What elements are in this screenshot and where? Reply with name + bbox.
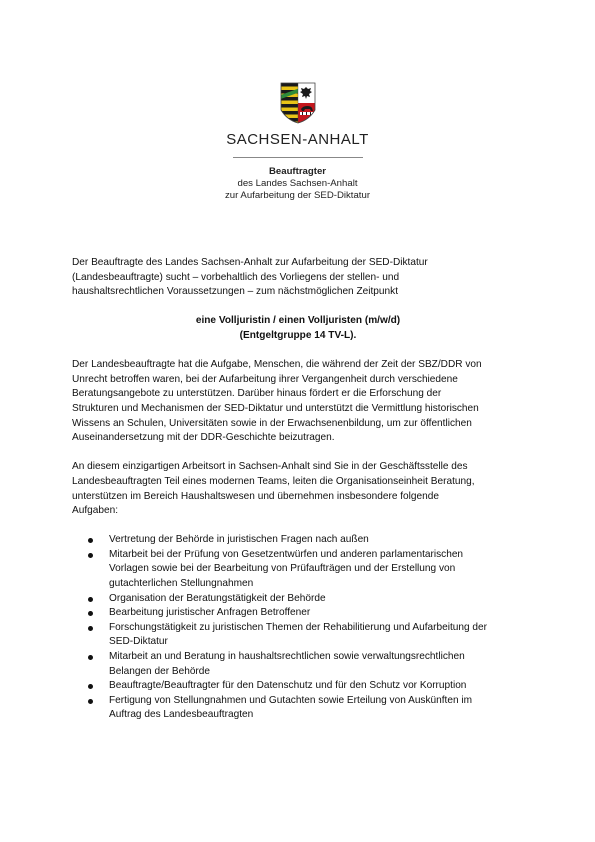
- document-body: [72, 256, 524, 723]
- list-item: [72, 694, 524, 723]
- text-line: haushaltsrechtlichen Voraussetzungen – zum nächstmöglichen Zeitpunkt: [72, 286, 398, 298]
- text-line: Unrecht betroffen waren, bei der Aufarbeitung ihrer Vergangenheit durch verschiedene: [72, 373, 458, 385]
- state-name: SACHSEN-ANHALT: [226, 131, 369, 148]
- text-line: Vorlagen sowie bei der Bearbeitung von Prüfaufträgen und der Erstellung von: [109, 563, 456, 575]
- text-line: Beratungsangebote zu unterstützen. Darüber hinaus fördert er die Erforschung der: [72, 388, 442, 400]
- office-title-line: zur Aufarbeitung der SED-Diktatur: [224, 190, 371, 201]
- bullet-icon: [88, 597, 93, 602]
- text-line: An diesem einzigartigen Arbeitsort in Sachsen-Anhalt sind Sie in der Geschäftsstelle des: [72, 461, 468, 473]
- text-line: Strukturen und Mechanismen der SED-Diktatur und unterstützt die Vermittlung historischen: [72, 402, 479, 414]
- text-line: Forschungstätigkeit zu juristischen Themen der Rehabilitierung und Aufarbeitung der: [109, 621, 487, 633]
- office-title-line: Beauftragter: [268, 166, 327, 177]
- list-item: [72, 592, 524, 607]
- text-line: Belangen der Behörde: [109, 665, 211, 677]
- list-item: [72, 548, 524, 592]
- text-line: Der Landesbeauftragte hat die Aufgabe, Menschen, die während der Zeit der SBZ/DDR von: [72, 359, 482, 371]
- text-line: Auseinandersetzung mit der DDR-Geschichte beizutragen.: [72, 432, 335, 444]
- text-line: Aufgaben:: [72, 505, 119, 517]
- text-line: Beauftragte/Beauftragter für den Datenschutz und für den Schutz vor Korruption: [109, 680, 467, 692]
- workplace-paragraph: [72, 460, 524, 518]
- position-line: (Entgeltgruppe 14 TV-L).: [239, 329, 357, 341]
- text-line: Mitarbeit bei der Prüfung von Gesetzentwürfen und anderen parlamentarischen: [109, 548, 464, 560]
- text-line: Organisation der Beratungstätigkeit der Behörde: [109, 592, 326, 604]
- text-line: Auftrag des Landesbeauftragten: [109, 709, 254, 721]
- position-line: eine Volljuristin / einen Volljuristen (m/w/d): [195, 315, 401, 327]
- list-item: [72, 650, 524, 679]
- office-title: [0, 166, 595, 202]
- text-line: Bearbeitung juristischer Anfragen Betroffener: [109, 607, 311, 619]
- text-line: SED-Diktatur: [109, 636, 168, 648]
- text-line: Der Beauftragte des Landes Sachsen-Anhalt zur Aufarbeitung der SED-Diktatur: [72, 257, 428, 268]
- text-line: Fertigung von Stellungnahmen und Gutachten sowie Erteilung von Auskünften im: [109, 694, 473, 706]
- bullet-icon: [88, 611, 93, 616]
- bullet-icon: [88, 655, 93, 660]
- office-title-line: des Landes Sachsen-Anhalt: [237, 178, 358, 189]
- list-item: [72, 533, 524, 548]
- list-item: [72, 679, 524, 694]
- bullet-icon: [88, 553, 93, 558]
- task-list: [72, 533, 524, 723]
- list-item: [72, 621, 524, 650]
- bullet-icon: [88, 684, 93, 689]
- bullet-icon: [88, 699, 93, 704]
- text-line: Vertretung der Behörde in juristischen Fragen nach außen: [109, 534, 369, 546]
- position-title: [72, 314, 524, 343]
- divider: [233, 157, 363, 158]
- text-line: Wissens an Schulen, Universitäten sowie in der Erwachsenenbildung, um zur öffentlichen: [72, 417, 472, 429]
- bullet-icon: [88, 626, 93, 631]
- bullet-icon: [88, 538, 93, 543]
- text-line: unterstützen im Bereich Haushaltswesen und übernehmen insbesondere folgende: [72, 490, 439, 502]
- text-line: Mitarbeit an und Beratung in haushaltsrechtlichen sowie verwaltungsrechtlichen: [109, 651, 465, 663]
- text-line: (Landesbeauftragte) sucht – vorbehaltlich des Vorliegens der stellen- und: [72, 271, 400, 283]
- intro-paragraph: [72, 256, 524, 300]
- coat-of-arms-icon: [280, 82, 316, 124]
- mission-paragraph: [72, 358, 524, 446]
- letterhead: [0, 82, 595, 202]
- text-line: Landesbeauftragten Teil eines modernen Teams, leiten die Organisationseinheit Beratung,: [72, 475, 475, 487]
- text-line: gutachterlichen Stellungnahmen: [109, 578, 254, 590]
- list-item: [72, 606, 524, 621]
